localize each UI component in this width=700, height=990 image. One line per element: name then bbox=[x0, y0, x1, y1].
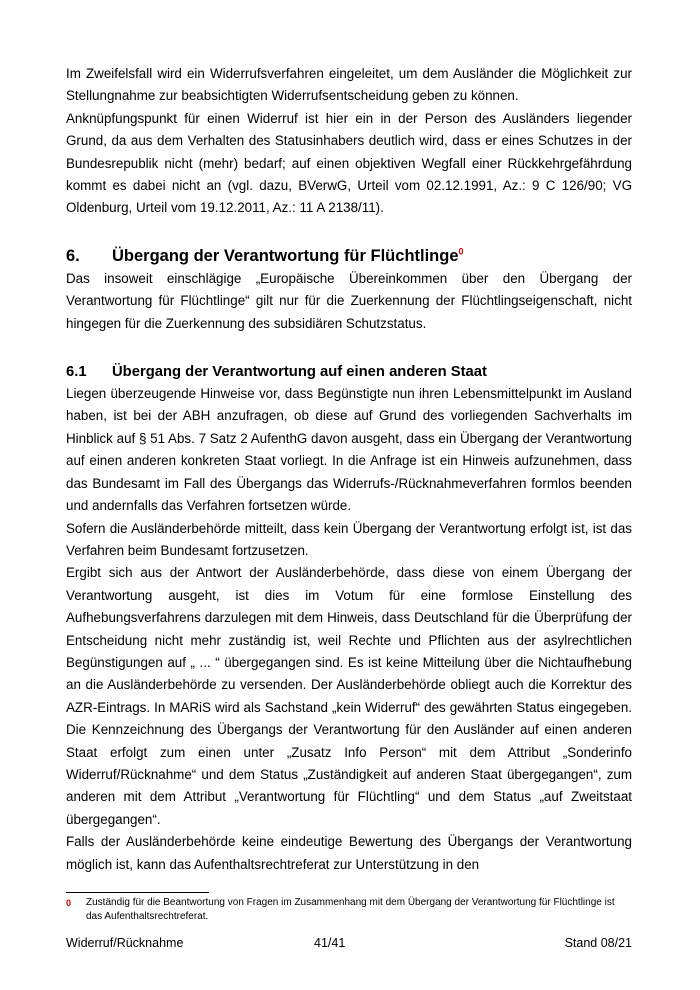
footnote-divider bbox=[66, 892, 209, 893]
section-6-1-number: 6.1 bbox=[66, 364, 87, 381]
section-6-1-paragraph-1: Liegen überzeugende Hinweise vor, dass Begünstigte nun ihren Lebensmittelpunkt im Ausland haben, ist bei der ABH anzufragen, ob diese auf Grund des vorliegenden Sachverhalts im Hinblick auf § 51 Abs. 7 Satz 2 AufenthG davon ausgeht, dass ein Übergang der Verantwortung auf einen anderen konkreten Staat vorliegt. In die Anfrage ist ein Hinweis aufzunehmen, dass das Bundesamt im Fall des Übergangs das Widerrufs-/Rücknahmeverfahren formlos beenden und andernfalls das Verfahren fortsetzen würde. bbox=[66, 386, 632, 514]
document-body bbox=[66, 63, 632, 876]
footnote-text: Zuständig für die Beantwortung von Fragen im Zusammenhang mit dem Übergang der Verantwortung für Flüchtlinge ist das Aufenthaltsrechtreferat. bbox=[86, 897, 615, 922]
section-6-1-paragraph-2: Sofern die Ausländerbehörde mitteilt, dass kein Übergang der Verantwortung erfolgt ist, ist das Verfahren beim Bundesamt fortzusetzen. bbox=[66, 520, 632, 558]
section-6-1-paragraph-3: Ergibt sich aus der Antwort der Ausländerbehörde, dass diese von einem Übergang der Verantwortung ausgeht, ist dies im Votum für eine formlose Einstellung des Aufhebungsverfahrens darzulegen mit dem Hinweis, dass Deutschland für die Überprüfung der Entscheidung nicht mehr zuständig ist, weil Rechte und Pflichten aus der asylrechtlichen Begünstigungen auf „ ... “ übergegangen sind. Es ist keine Mitteilung über die Nichtaufhebung an die Ausländerbehörde zu versenden. Der Ausländerbehörde obliegt auch die Korrektur des AZR-Eintrags. In MARiS wird als Sachstand „kein Widerruf“ des gewährten Status eingegeben. Die Kennzeichnung des Übergangs der Verantwortung für den Ausländer auf einen anderen Staat erfolgt zum einen unter „Zusatz Info Person“ mit dem Attribut „Sonderinfo Widerruf/Rücknahme“ und dem Status „Zuständigkeit auf anderen Staat übergegangen“, zum anderen mit dem Attribut „Verantwortung für Flüchtling“ und dem Status „auf Zweitstaat übergegangen“. bbox=[66, 565, 632, 827]
footer-document-title: Widerruf/Rücknahme bbox=[66, 936, 184, 950]
page-footer bbox=[66, 934, 632, 952]
footnote-mark: 0 bbox=[66, 898, 72, 908]
section-6-number: 6. bbox=[66, 246, 80, 265]
section-6-1-paragraph-4: Falls der Ausländerbehörde keine eindeutige Bewertung des Übergangs der Verantwortung möglich ist, kann das Aufenthaltsrechtreferat zur Unterstützung in den bbox=[66, 834, 632, 872]
section-6-paragraph: Das insoweit einschlägige „Europäische Übereinkommen über den Übergang der Verantwortung für Flüchtlinge“ gilt nur für die Zuerkennung der Flüchtlingseigenschaft, nicht hingegen für die Zuerkennung des subsidiären Schutzstatus. bbox=[66, 270, 632, 331]
paragraph-top-1: Im Zweifelsfall wird ein Widerrufsverfahren eingeleitet, um dem Ausländer die Möglichkeit zur Stellungnahme zur beabsichtigten Widerrufsentscheidung geben zu können. bbox=[66, 66, 632, 104]
footer-status-date: Stand 08/21 bbox=[564, 936, 632, 950]
footer-page-number: 41/41 bbox=[314, 936, 346, 950]
footnote bbox=[66, 896, 632, 924]
section-6-heading bbox=[66, 244, 632, 268]
paragraph-top-2: Anknüpfungspunkt für einen Widerruf ist hier ein in der Person des Ausländers liegender Grund, da aus dem Verhalten des Statusinhabers deutlich wird, dass er eines Schutzes in der Bundesrepublik nicht (mehr) bedarf; auf einen objektiven Wegfall einer Rückkehrgefährdung kommt es dabei nicht an (vgl. dazu, BVerwG, Urteil vom 02.12.1991, Az.: 9 C 126/90; VG Oldenburg, Urteil vom 19.12.2011, Az.: 11 A 2138/11). bbox=[66, 110, 632, 216]
section-6-1-title: Übergang der Verantwortung auf einen anderen Staat bbox=[112, 364, 487, 381]
footnote-reference[interactable]: 0 bbox=[458, 246, 464, 257]
section-6-1-heading bbox=[66, 361, 632, 383]
section-6-title: Übergang der Verantwortung für Flüchtlinge bbox=[112, 246, 459, 265]
